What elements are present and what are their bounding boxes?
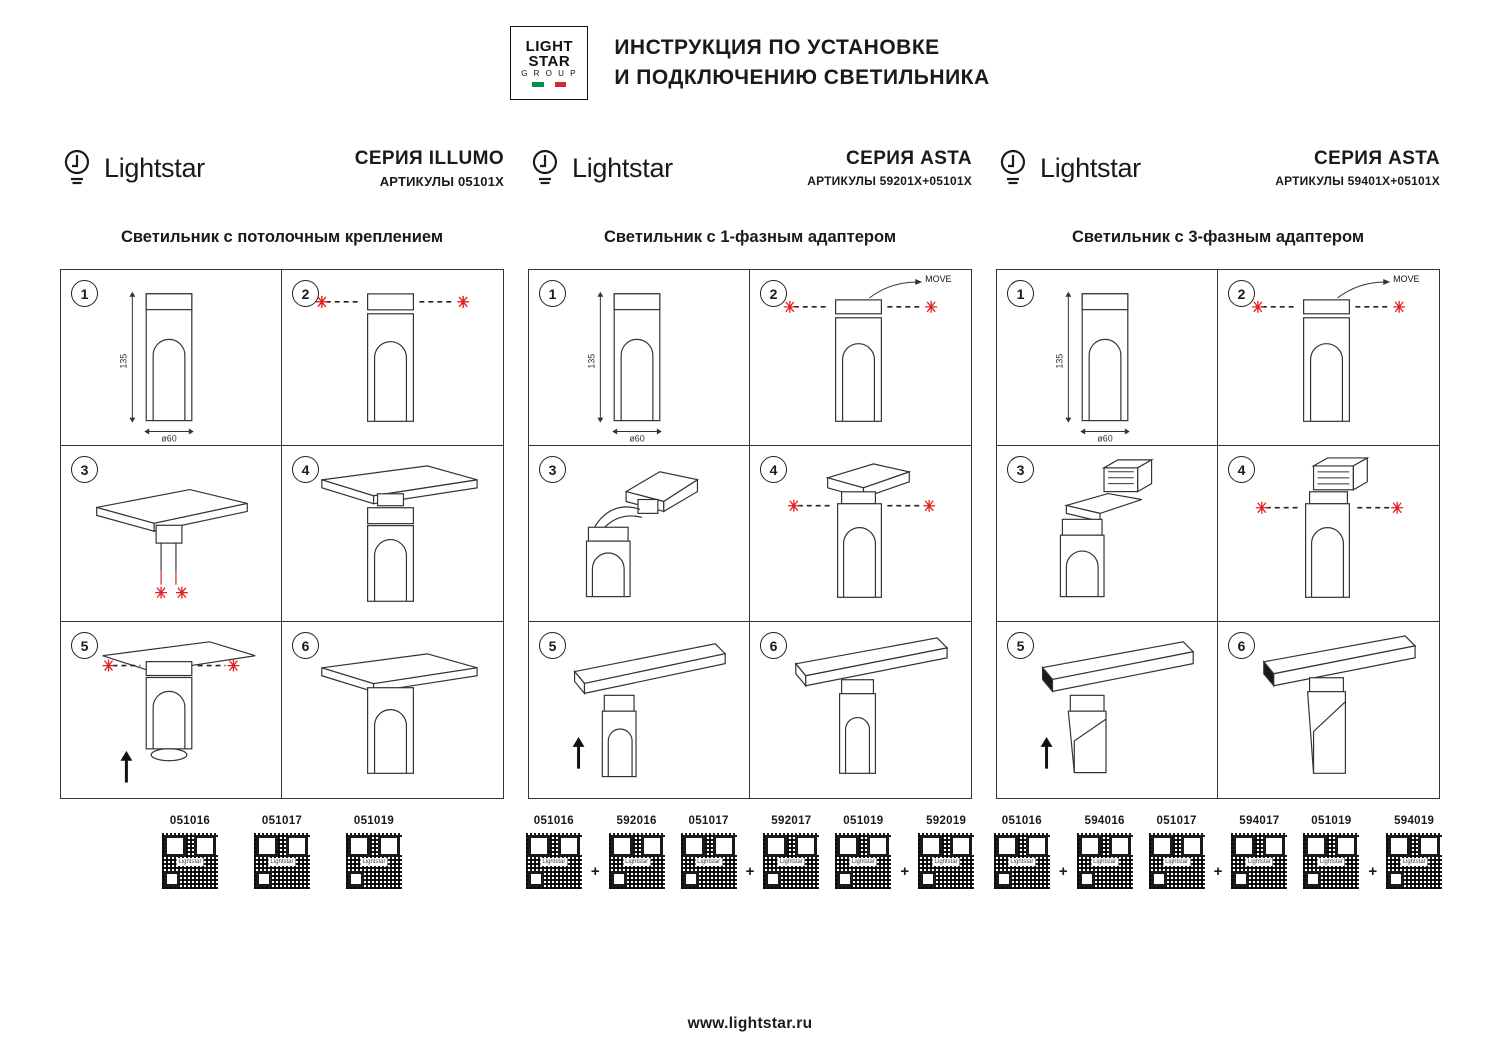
code-number: 592017 [771,815,812,827]
step-cell [997,622,1218,798]
qr-caption: Lightstar [779,859,803,866]
column-subtitle: Светильник с 1-фазным адаптером [603,228,897,246]
code-number: 051019 [353,815,395,827]
svg-text:ø60: ø60 [1097,433,1113,444]
step-number: 1 [1007,280,1034,307]
instruction-columns [60,140,1440,889]
column-header [996,140,1440,196]
code-group [832,815,977,889]
qr-code[interactable] [1386,833,1442,889]
code-number: 051017 [261,815,303,827]
step-number: 1 [539,280,566,307]
column-header [60,140,504,196]
step-number: 2 [292,280,319,307]
series-name: СЕРИЯ ASTA [1314,148,1440,169]
code-item [1383,815,1445,889]
column-illumo [60,140,504,889]
step-number: 1 [71,280,98,307]
code-number: 594019 [1394,815,1435,827]
lightstar-bulb-icon [996,149,1030,187]
steps-grid [996,269,1440,799]
step-cell [61,270,282,446]
step-cell [61,446,282,622]
plus-sign: + [745,862,755,880]
svg-text:135: 135 [118,353,129,369]
qr-code[interactable] [162,833,218,889]
series-articles: АРТИКУЛЫ 59201Х+05101Х [807,174,972,188]
step-number: 6 [760,632,787,659]
qr-caption: Lightstar [851,859,875,866]
step-cell [997,270,1218,446]
svg-text:135: 135 [586,353,597,369]
step-number: 4 [760,456,787,483]
step-cell [750,270,971,446]
plus-sign: + [1058,862,1068,880]
step-number: 4 [292,456,319,483]
footer-website[interactable]: www.lightstar.ru [687,1015,813,1032]
product-codes [996,815,1440,889]
qr-caption: Lightstar [1402,859,1426,866]
step-cell [997,446,1218,622]
code-number: 051017 [688,815,729,827]
svg-text:ø60: ø60 [161,433,177,444]
step-cell [529,622,750,798]
qr-code[interactable] [918,833,974,889]
step-number: 5 [71,632,98,659]
code-item [1300,815,1362,889]
code-number: 051016 [1001,815,1042,827]
lightstar-logo [528,149,673,187]
code-item [159,815,221,889]
qr-code[interactable] [254,833,310,889]
step-number: 2 [760,280,787,307]
product-codes [60,815,504,889]
lightstar-bulb-icon [60,149,94,187]
column-subtitle: Светильник с 3-фазным адаптером [1071,228,1365,246]
steps-grid [60,269,504,799]
page-title-line1: ИНСТРУКЦИЯ ПО УСТАНОВКЕ [614,35,940,59]
svg-text:135: 135 [1054,353,1065,369]
plus-sign: + [1213,862,1223,880]
series-info [355,148,504,189]
lightstar-logo [60,149,205,187]
plus-sign: + [1368,862,1378,880]
code-group [251,815,313,889]
code-group [159,815,221,889]
column-header [528,140,972,196]
code-item [1228,815,1290,889]
code-group [1300,815,1445,889]
step-number: 3 [1007,456,1034,483]
logo-line-star: STAR [528,52,571,70]
qr-code[interactable] [1149,833,1205,889]
code-item [678,815,740,889]
steps-grid [528,269,972,799]
svg-text:ø60: ø60 [629,433,645,444]
qr-caption: Lightstar [625,859,649,866]
code-number: 594016 [1084,815,1125,827]
qr-code[interactable] [763,833,819,889]
step-cell [282,622,503,798]
step-cell [1218,270,1439,446]
code-item [915,815,977,889]
qr-caption: Lightstar [1165,859,1189,866]
code-item [832,815,894,889]
step-number: 5 [1007,632,1034,659]
qr-code[interactable] [994,833,1050,889]
code-item [760,815,822,889]
qr-caption: Lightstar [697,859,721,866]
code-group [1146,815,1291,889]
logo-line-group: G R O U P [521,69,578,79]
code-item [1146,815,1208,889]
qr-code[interactable] [1231,833,1287,889]
qr-code[interactable] [1303,833,1359,889]
code-number: 592019 [926,815,967,827]
step-cell [529,270,750,446]
plus-sign: + [900,862,910,880]
step-cell [1218,446,1439,622]
code-number: 051016 [533,815,574,827]
step-cell [282,270,503,446]
lightstar-logo-text: Lightstar [1040,152,1141,183]
italy-flag-icon [532,82,566,87]
lightstar-logo [996,149,1141,187]
qr-caption: Lightstar [1319,859,1343,866]
step-cell [529,446,750,622]
code-group [343,815,405,889]
qr-caption: Lightstar [1247,859,1271,866]
step-cell [750,446,971,622]
step-number: 3 [71,456,98,483]
column-asta-1phase [528,140,972,889]
qr-code[interactable] [681,833,737,889]
qr-caption: Lightstar [1093,859,1117,866]
code-group [678,815,823,889]
code-item [523,815,585,889]
code-number: 051019 [843,815,884,827]
qr-caption: Lightstar [362,859,386,866]
lightstar-bulb-icon [528,149,562,187]
product-codes [528,815,972,889]
page-title [614,33,989,94]
step-cell [61,622,282,798]
series-info [1275,148,1440,188]
lightstar-logo-text: Lightstar [572,152,673,183]
qr-caption: Lightstar [934,859,958,866]
code-item [1074,815,1136,889]
step-number: 3 [539,456,566,483]
code-number: 594017 [1239,815,1280,827]
lightstar-group-logo [510,26,588,100]
plus-sign: + [590,862,600,880]
page-title-line2: И ПОДКЛЮЧЕНИЮ СВЕТИЛЬНИКА [614,66,990,89]
series-info [807,148,972,188]
column-subtitle: Светильник с потолочным креплением [120,228,444,246]
series-name: СЕРИЯ ILLUMO [354,147,504,169]
column-asta-3phase [996,140,1440,889]
code-item [991,815,1053,889]
svg-text:MOVE: MOVE [925,273,952,284]
code-number: 051019 [1311,815,1352,827]
code-item [251,815,313,889]
step-number: 2 [1228,280,1255,307]
code-number: 051017 [1156,815,1197,827]
step-number: 6 [292,632,319,659]
qr-caption: Lightstar [1010,859,1034,866]
page-header [0,26,1500,100]
step-cell [282,446,503,622]
code-number: 592016 [616,815,657,827]
qr-code[interactable] [609,833,665,889]
code-number: 051016 [169,815,211,827]
series-articles: АРТИКУЛЫ 05101Х [379,173,504,189]
code-group [991,815,1136,889]
qr-code[interactable] [526,833,582,889]
step-cell [750,622,971,798]
code-item [343,815,405,889]
qr-caption: Lightstar [542,859,566,866]
qr-caption: Lightstar [178,859,202,866]
svg-text:MOVE: MOVE [1393,273,1420,284]
step-number: 4 [1228,456,1255,483]
step-cell [1218,622,1439,798]
step-number: 6 [1228,632,1255,659]
lightstar-logo-text: Lightstar [104,152,205,183]
qr-code[interactable] [346,833,402,889]
qr-code[interactable] [835,833,891,889]
code-item [606,815,668,889]
series-articles: АРТИКУЛЫ 59401Х+05101Х [1275,174,1440,188]
logo-line-light: LIGHT [525,37,574,55]
qr-caption: Lightstar [270,859,294,866]
step-number: 5 [539,632,566,659]
qr-code[interactable] [1077,833,1133,889]
code-group [523,815,668,889]
series-name: СЕРИЯ ASTA [846,148,972,169]
